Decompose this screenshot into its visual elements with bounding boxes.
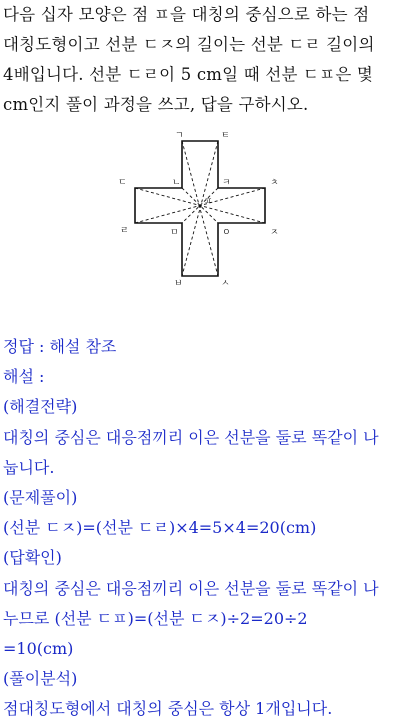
solving-line: (선분 ㄷㅈ)=(선분 ㄷㄹ)×4=5×4=20(cm) — [3, 518, 317, 538]
strategy-line: 눕니다. — [3, 457, 55, 477]
answer-line: 정답 : 해설 참조 — [3, 337, 117, 356]
strategy-heading: (해결전략) — [3, 397, 78, 417]
label-o: ㅇ — [222, 228, 231, 238]
check-line: 누므로 (선분 ㄷㅍ)=(선분 ㄷㅈ)÷2=20÷2 — [3, 608, 308, 628]
problem-text — [3, 0, 397, 120]
solving-heading: (문제풀이) — [3, 488, 78, 508]
label-p: ㅍ — [204, 197, 213, 207]
label-m: ㅁ — [170, 228, 179, 238]
label-g: ㄱ — [175, 131, 184, 141]
check-line: 대칭의 중심은 대응점끼리 이은 선분을 둘로 똑같이 나 — [3, 578, 379, 598]
label-d: ㄷ — [118, 178, 127, 188]
symmetry-lines — [135, 141, 265, 276]
analysis-heading: (풀이분석) — [3, 669, 78, 689]
label-b: ㅂ — [174, 279, 183, 289]
solution-text — [3, 332, 397, 725]
label-k: ㅋ — [222, 178, 231, 188]
label-n: ㄴ — [172, 178, 181, 188]
cross-diagram — [110, 126, 300, 296]
problem-line: cm인지 풀이 과정을 쓰고, 답을 구하시오. — [3, 95, 309, 114]
check-heading: (답확인) — [3, 548, 62, 568]
problem-line: 대칭도형이고 선분 ㄷㅈ의 길이는 선분 ㄷㄹ 길이의 — [3, 35, 375, 54]
label-j: ㅈ — [270, 228, 279, 238]
label-t: ㅌ — [221, 131, 230, 141]
label-s: ㅅ — [221, 279, 230, 289]
problem-line: 4배입니다. 선분 ㄷㄹ이 5 cm일 때 선분 ㄷㅍ은 몇 — [3, 65, 374, 84]
label-r: ㄹ — [120, 226, 129, 236]
cross-outline — [135, 141, 265, 276]
analysis-line: 점대칭도형에서 대칭의 중심은 항상 1개입니다. — [3, 699, 333, 719]
explanation-heading: 해설 : — [3, 367, 45, 387]
strategy-line: 대칭의 중심은 대응점끼리 이은 선분을 둘로 똑같이 나 — [3, 427, 379, 447]
problem-line: 다음 십자 모양은 점 ㅍ을 대칭의 중심으로 하는 점 — [3, 5, 370, 24]
center-point — [198, 204, 201, 207]
check-line: =10(cm) — [3, 639, 74, 659]
cross-figure — [110, 126, 300, 296]
label-ch: ㅊ — [270, 178, 279, 188]
